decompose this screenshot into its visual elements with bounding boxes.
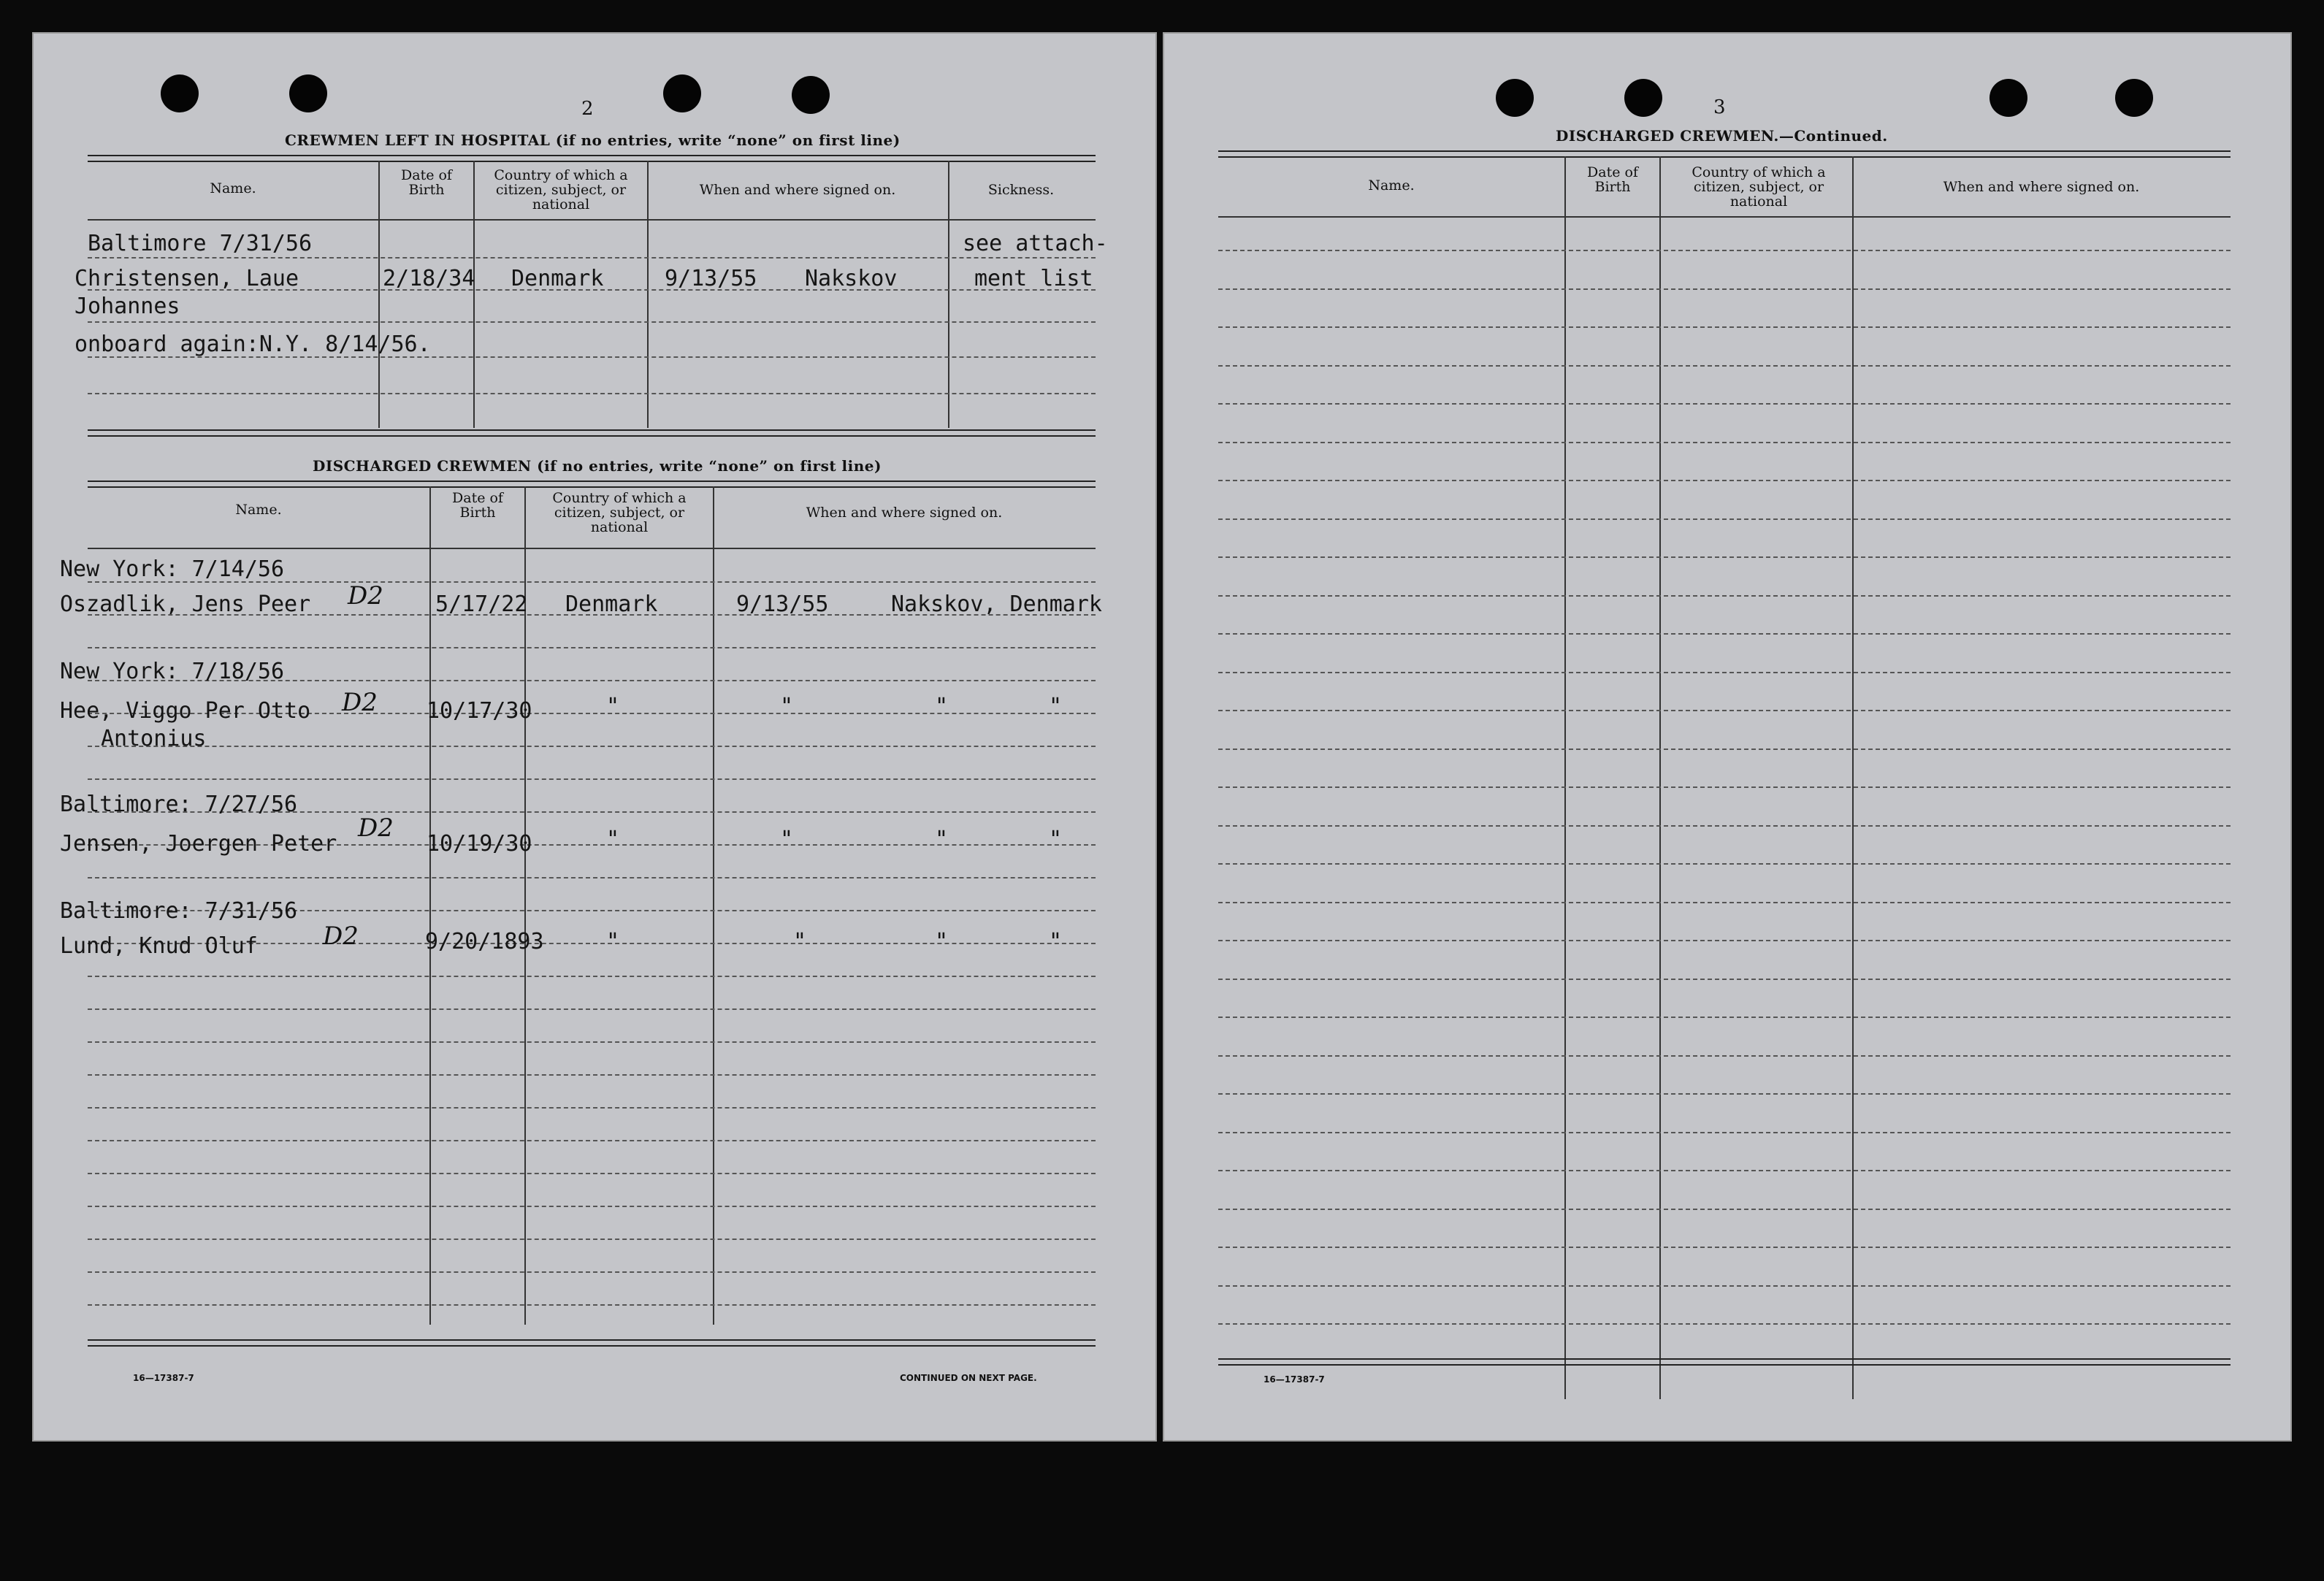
ruled-line [1218, 940, 2231, 941]
column-divider [378, 161, 380, 428]
header-name: Name. [1368, 177, 1415, 194]
hospital-port-entry: Baltimore 7/31/56 [88, 231, 313, 256]
crew-name: Jensen, Joergen Peter [60, 831, 337, 857]
ditto-mark: " [780, 827, 794, 852]
ditto-mark: " [935, 827, 949, 852]
crew-name: Hee, Viggo Per Otto [60, 698, 311, 724]
ruled-line [1218, 595, 2231, 597]
ruled-line [1218, 749, 2231, 750]
hospital-header-rule [88, 219, 1096, 221]
ruled-line [1218, 1209, 2231, 1210]
column-divider [473, 161, 475, 428]
ruled-line [88, 1140, 1096, 1141]
ruled-line [88, 1239, 1096, 1240]
header-signed: When and where signed on. [699, 182, 896, 198]
header-name: Name. [235, 502, 282, 518]
right-page [1163, 32, 2292, 1442]
ruled-line [88, 877, 1096, 878]
ruled-line [1218, 1132, 2231, 1133]
ditto-mark: " [1049, 694, 1063, 719]
crew-name: Lund, Knud Oluf [60, 933, 258, 959]
hospital-sickness-entry: see attach- [963, 231, 1108, 256]
ditto-mark: " [793, 929, 807, 954]
ruled-line [1218, 1285, 2231, 1287]
ruled-line [1218, 825, 2231, 827]
port-date-entry: Baltimore: 7/31/56 [60, 898, 298, 924]
hospital-note: onboard again:N.Y. 8/14/56. [74, 332, 431, 357]
ruled-line [88, 976, 1096, 977]
ruled-line [1218, 288, 2231, 290]
hospital-crew-name: Christensen, Laue [74, 266, 299, 291]
column-divider [429, 486, 431, 1325]
punch-hole [289, 74, 327, 112]
column-divider [1564, 156, 1566, 1399]
crew-name: Oszadlik, Jens Peer [60, 592, 311, 617]
header-dob: Date of Birth [452, 490, 503, 521]
ditto-mark: " [606, 694, 620, 719]
ruled-line [1218, 1247, 2231, 1248]
left-page [32, 32, 1157, 1442]
ruled-line [1218, 902, 2231, 903]
ruled-line [1218, 250, 2231, 251]
column-divider [647, 161, 649, 428]
ruled-line [88, 1206, 1096, 1207]
ruled-line [88, 257, 1096, 259]
hospital-section-title: CREWMEN LEFT IN HOSPITAL (if no entries, write “none” on first line) [285, 131, 901, 149]
table-bottom-rule [1218, 1358, 2231, 1366]
ruled-line [88, 746, 1096, 747]
punch-hole [1496, 79, 1534, 117]
header-dob: Date of Birth [1587, 164, 1638, 195]
ruled-line [1218, 979, 2231, 980]
ruled-line [1218, 326, 2231, 328]
hospital-crew-place: Nakskov [805, 266, 898, 291]
hospital-sickness-entry: ment list [974, 266, 1093, 291]
crew-name-cont: Antonius [101, 726, 207, 751]
table-header-rule [1218, 216, 2231, 218]
ruled-line [1218, 556, 2231, 558]
hospital-crew-dob: 2/18/34 [383, 266, 475, 291]
page-number: 2 [581, 98, 594, 120]
crew-signed-place: Nakskov, Denmark [891, 592, 1102, 617]
ruled-line [88, 778, 1096, 780]
ruled-line [1218, 1093, 2231, 1095]
ditto-mark: " [780, 694, 794, 719]
punch-hole [2115, 79, 2153, 117]
ditto-mark: " [606, 929, 620, 954]
port-date-entry: Baltimore: 7/27/56 [60, 792, 298, 817]
column-divider [1659, 156, 1661, 1399]
handwritten-mark: D2 [323, 922, 359, 951]
ruled-line [88, 1008, 1096, 1010]
header-dob: Date of Birth [401, 167, 452, 198]
ruled-line [1218, 480, 2231, 481]
ruled-line [1218, 863, 2231, 865]
handwritten-mark: D2 [348, 581, 383, 610]
hospital-top-rule [88, 155, 1096, 162]
header-sickness: Sickness. [987, 182, 1055, 198]
hospital-crew-country: Denmark [511, 266, 604, 291]
ditto-mark: " [935, 929, 949, 954]
punch-hole [1989, 79, 2027, 117]
form-number: 16—17387-7 [133, 1373, 194, 1383]
ditto-mark: " [1049, 929, 1063, 954]
ruled-line [1218, 672, 2231, 673]
continued-note: CONTINUED ON NEXT PAGE. [900, 1373, 1037, 1383]
ruled-line [1218, 1017, 2231, 1018]
ruled-line [88, 1271, 1096, 1273]
header-country: Country of which a citizen, subject, or national [494, 167, 628, 213]
port-date-entry: New York: 7/18/56 [60, 659, 285, 684]
ditto-mark: " [935, 694, 949, 719]
port-date-entry: New York: 7/14/56 [60, 556, 285, 582]
form-number: 16—17387-7 [1264, 1374, 1325, 1385]
header-country: Country of which a citizen, subject, or national [1692, 164, 1826, 210]
crew-dob: 10/17/30 [427, 698, 532, 724]
column-divider [948, 161, 949, 428]
punch-hole [161, 74, 199, 112]
ruled-line [1218, 442, 2231, 443]
ruled-line [1218, 1170, 2231, 1171]
header-signed: When and where signed on. [1943, 179, 2140, 195]
ruled-line [1218, 1055, 2231, 1057]
column-divider [713, 486, 714, 1325]
column-divider [1852, 156, 1854, 1399]
ruled-line [1218, 365, 2231, 367]
ditto-mark: " [606, 827, 620, 852]
crew-signed-date: 9/13/55 [736, 592, 829, 617]
ruled-line [88, 1173, 1096, 1174]
discharged-section-title: DISCHARGED CREWMEN (if no entries, write “none” on first line) [313, 457, 882, 475]
hospital-crew-name-cont: Johannes [74, 294, 180, 319]
ruled-line [88, 393, 1096, 394]
section-title: DISCHARGED CREWMEN.—Continued. [1556, 127, 1888, 145]
table-top-rule [1218, 150, 2231, 158]
punch-hole [792, 76, 830, 114]
ruled-line [88, 647, 1096, 648]
crew-dob: 9/20/1893 [425, 929, 544, 954]
handwritten-mark: D2 [358, 814, 394, 843]
hospital-crew-date: 9/13/55 [665, 266, 757, 291]
header-name: Name. [210, 180, 256, 196]
punch-hole [663, 74, 701, 112]
ruled-line [1218, 710, 2231, 711]
ruled-line [88, 1041, 1096, 1043]
ruled-line [1218, 403, 2231, 405]
ruled-line [1218, 786, 2231, 788]
hospital-bottom-rule [88, 429, 1096, 437]
crew-country: Denmark [565, 592, 658, 617]
ruled-line [1218, 633, 2231, 635]
ruled-line [88, 1107, 1096, 1109]
header-signed: When and where signed on. [806, 505, 1003, 521]
ruled-line [1218, 1323, 2231, 1325]
ditto-mark: " [1049, 827, 1063, 852]
table-bottom-rule [88, 1339, 1096, 1347]
ruled-line [1218, 518, 2231, 520]
page-number: 3 [1713, 96, 1726, 118]
discharged-top-rule [88, 481, 1096, 488]
discharged-header-rule [88, 548, 1096, 549]
crew-dob: 5/17/22 [435, 592, 528, 617]
header-country: Country of which a citizen, subject, or national [552, 490, 687, 535]
ruled-line [88, 1304, 1096, 1306]
punch-hole [1624, 79, 1662, 117]
handwritten-mark: D2 [342, 688, 378, 717]
ruled-line [88, 321, 1096, 323]
ruled-line [88, 1074, 1096, 1076]
crew-dob: 10/19/30 [427, 831, 532, 857]
